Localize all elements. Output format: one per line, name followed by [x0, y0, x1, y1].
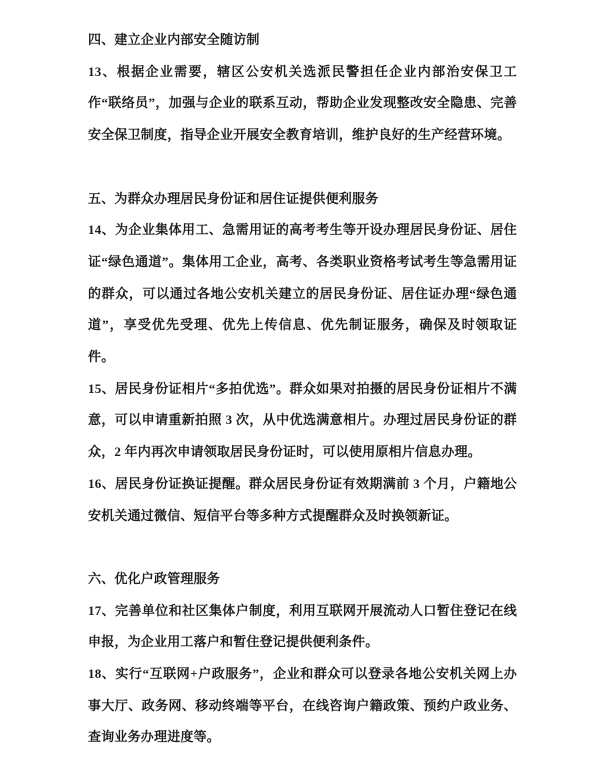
document-body — [88, 24, 517, 753]
paragraph-item-16: 16、居民身份证换证提醒。群众居民身份证有效期满前 3 个月，户籍地公安机关通过微信、短信平台等多种方式提醒群众及时换领新证。 — [88, 475, 517, 523]
section-id-card-convenience-services — [88, 183, 517, 532]
paragraph-item-13: 13、根据企业需要，辖区公安机关选派民警担任企业内部治安保卫工作“联络员”，加强与企业的联系互动，帮助企业发现整改安全隐患、完善安全保卫制度，指导企业开展安全教育培训，维护良好的生产经营环境。 — [88, 63, 517, 143]
paragraph-item-15: 15、居民身份证相片“多拍优选”。群众如果对拍摄的居民身份证相片不满意，可以申请重新拍照 3 次，从中优选满意相片。办理过居民身份证的群众，2 年内再次申请领取居民身份证时，可以使用原相片信息办理。 — [88, 380, 517, 460]
section-household-registration-services — [88, 563, 517, 753]
section-heading-6: 六、优化户政管理服务 — [88, 570, 221, 586]
section-heading-5: 五、为群众办理居民身份证和居住证提供便利服务 — [88, 190, 379, 206]
paragraph-item-17: 17、完善单位和社区集体户制度，利用互联网开展流动人口暂住登记在线申报，为企业用工落户和暂住登记提供便利条件。 — [88, 602, 517, 650]
section-enterprise-internal-security — [88, 24, 517, 151]
section-heading-4: 四、建立企业内部安全随访制 — [88, 32, 260, 47]
paragraph-item-14: 14、为企业集体用工、急需用证的高考考生等开设办理居民身份证、居住证“绿色通道”。集体用工企业，高考、各类职业资格考试考生等急需用证的群众，可以通过各地公安机关建立的居民身份证、居住证办理“绿色通道”，享受优先受理、优先上传信息、优先制证服务，确保及时领取证件。 — [88, 222, 517, 365]
paragraph-item-18: 18、实行“互联网+户政服务”，企业和群众可以登录各地公安机关网上办事大厅、政务网、移动终端等平台，在线咨询户籍政策、预约户政业务、查询业务办理进度等。 — [88, 666, 517, 745]
